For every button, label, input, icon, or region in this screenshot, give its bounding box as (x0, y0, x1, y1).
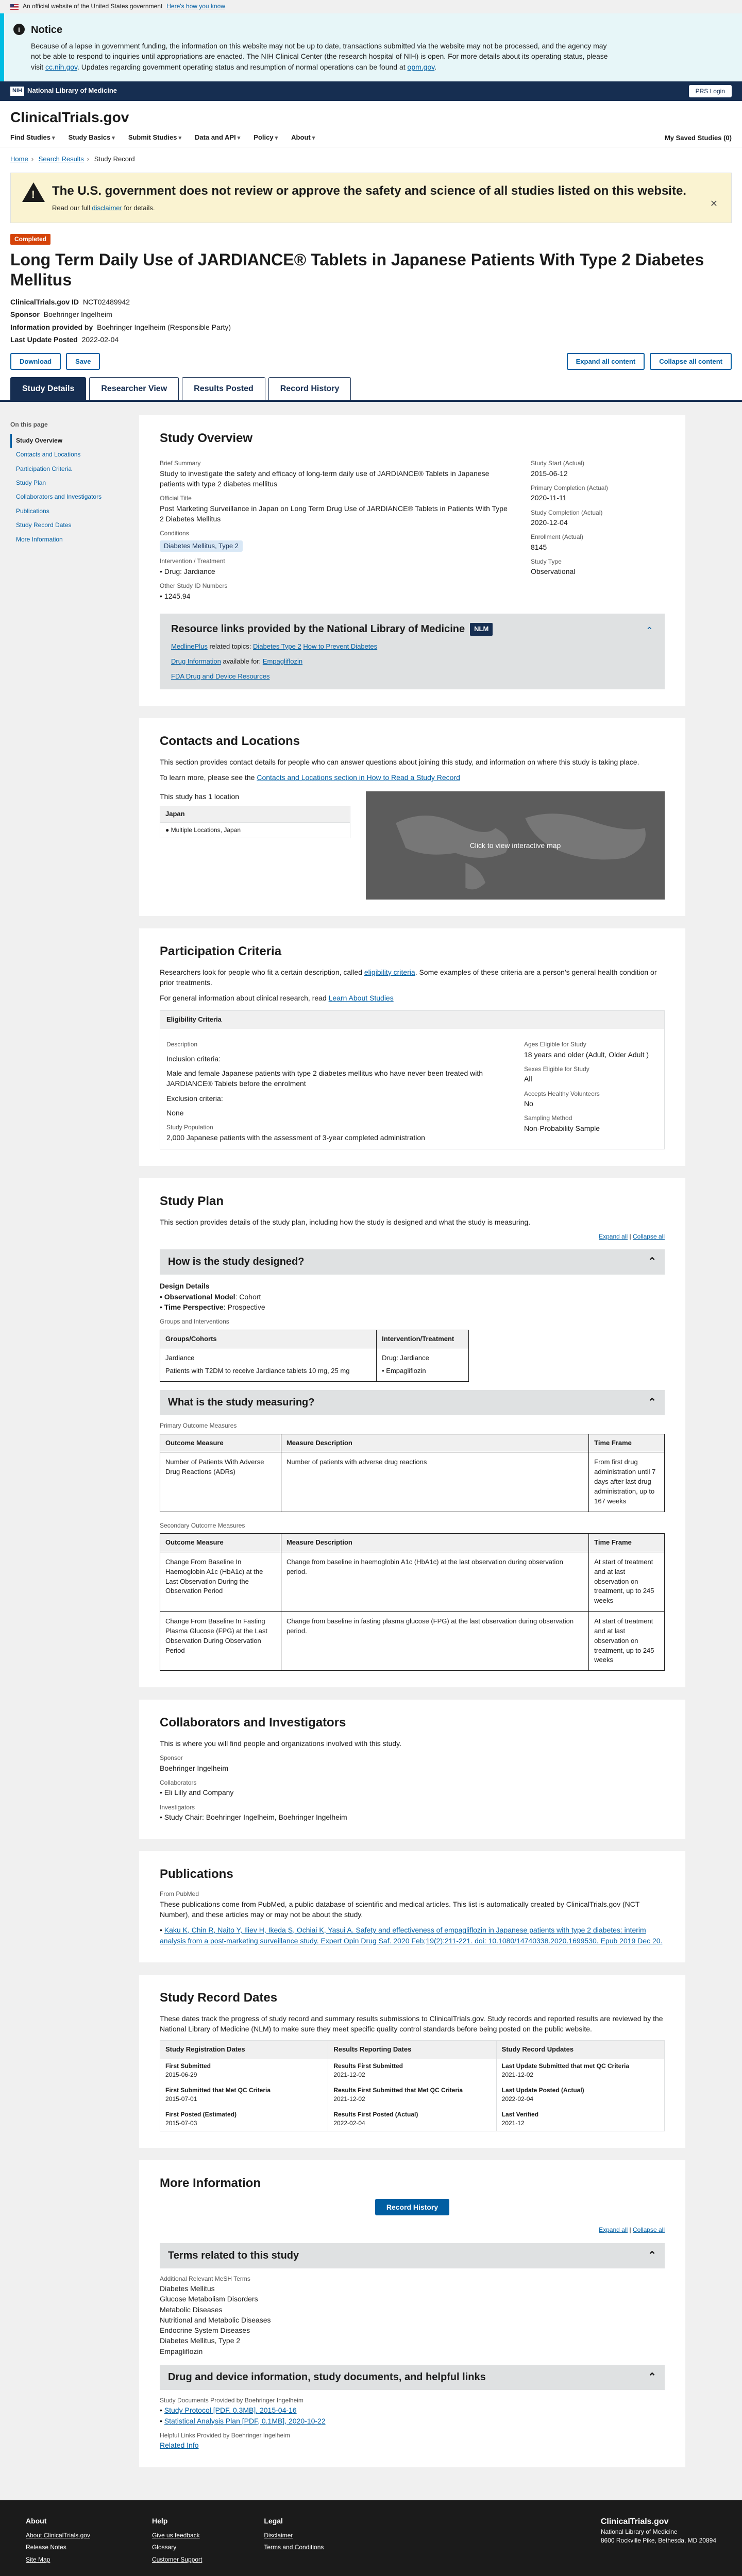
time-perspective-row: • Time Perspective: Prospective (160, 1302, 265, 1311)
inclusion-label: Inclusion criteria: (166, 1054, 221, 1063)
us-flag-icon (10, 4, 19, 10)
nav-find-studies[interactable]: Find Studies ▾ (10, 133, 55, 143)
mesh-term: Metabolic Diseases (160, 2305, 223, 2314)
sap-link[interactable]: Statistical Analysis Plan [PDF, 0.1MB], 2020-10-22 (164, 2416, 326, 2425)
section-title: Publications (160, 1867, 233, 1882)
criteria-desc: Researchers look for people who fit a certain description, called eligibility criteria. Some examples of these criteria are a person's general health condition or prior treatments. (160, 968, 657, 987)
study-header (0, 228, 742, 370)
sexes-label: Sexes Eligible for Study (524, 1065, 589, 1073)
investigator: • Study Chair: Boehringer Ingelheim, Boehringer Ingelheim (160, 1813, 347, 1822)
population-label: Study Population (166, 1124, 213, 1131)
design-details-label: Design Details (160, 1282, 210, 1291)
ages-label: Ages Eligible for Study (524, 1041, 586, 1048)
diabetes-type2-link[interactable]: Diabetes Type 2 (253, 642, 301, 650)
study-completion: 2020-12-04 (531, 518, 568, 527)
learn-about-studies-link[interactable]: Learn About Studies (328, 994, 394, 1003)
footer-link[interactable]: Site Map (26, 2555, 50, 2563)
study-title: Long Term Daily Use of JARDIANCE® Tablets in Japanese Patients With Type 2 Diabetes Mellitus (10, 250, 704, 289)
drug-info-link[interactable]: Drug Information (171, 657, 221, 665)
study-plan-section: Study Plan This section provides details of the study plan, including how the study is designed and what the study is measuring. Expand all | Collapse all How is the study designed? ⌃ Design Details • Observational Model: Cohort • Time Perspective: Prospective Groups and Interventions Groups/Cohorts Intervention/Treatment Jardiance Patients with T2DM to receive Jardiance tablets 10 mg, 25 mg Drug: Jardiance • Empagliflozin What is the study measuring? ⌃ Primary Outcome Measures Outcome Measure Measure Description Time Frame Number of Patients With Adverse Drug Reactions (ADRs) Number of patients with adverse drug reactions From first drug administration until 7 days after last drug administration, up to 167 weeks Secondary Outcome Measures Outcome Measure Measure Description Time Frame Change From Baseline In Haemoglobin A1c (HbA1c) at the Last Observation During the Observation Period Change from baseline in haemoglobin A1c (HbA1c) at the last observation during observation period. At start of treatment and at last observation on treatment, up to 245 weeks Change From Baseline In Fasting Plasma Glucose (FPG) at the Last Observation During Observation Period Change from baseline in fasting plasma glucose (FPG) at the last observation during observation period. At start of treatment and at last observation on treatment, up to 245 weeks (139, 1178, 685, 1687)
nav-data-api[interactable]: Data and API ▾ (195, 133, 240, 143)
enrollment: 8145 (531, 543, 547, 551)
chevron-up-icon: ⌃ (648, 2371, 656, 2383)
info-provided-row: Information provided by Boehringer Ingelheim (Responsible Party) (10, 323, 231, 331)
other-id: • 1245.94 (160, 591, 191, 600)
nih-badge: NIH (10, 87, 24, 96)
intervention-cell: Drug: Jardiance • Empagliflozin (377, 1348, 469, 1382)
ages: 18 years and older (Adult, Older Adult ) (524, 1050, 649, 1059)
footer (0, 2500, 742, 2576)
medlineplus-link[interactable]: MedlinePlus (171, 642, 208, 650)
prs-login-button[interactable]: PRS Login (689, 85, 732, 97)
study-overview-section (139, 415, 685, 706)
status-badge: Completed (10, 234, 50, 245)
study-actions (10, 353, 732, 370)
study-doc: • Study Protocol [PDF, 0.3MB], 2015-04-16 (160, 2406, 297, 2415)
chevron-up-icon: ⌃ (648, 1256, 656, 1268)
study-type: Observational (531, 567, 576, 576)
study-tabs (0, 377, 742, 402)
description-label: Description (166, 1041, 198, 1048)
group-cell: Jardiance Patients with T2DM to receive Jardiance tablets 10 mg, 25 mg (160, 1348, 377, 1382)
medlineplus-row: MedlinePlus related topics: Diabetes Type 2 How to Prevent Diabetes (171, 642, 378, 650)
condition-tag[interactable]: Diabetes Mellitus, Type 2 (160, 540, 243, 552)
nav-about[interactable]: About ▾ (291, 133, 315, 143)
groups-label: Groups and Interventions (160, 1318, 229, 1326)
nlm-name: National Library of Medicine (27, 87, 117, 95)
dates-section (139, 1975, 685, 2148)
last-update-row: Last Update Posted 2022-02-04 (10, 335, 119, 344)
study-type-label: Study Type (531, 558, 562, 565)
toc-item-more-info[interactable]: More Information (16, 535, 63, 543)
collaborators-section (139, 1700, 685, 1839)
breadcrumb-home[interactable]: Home (10, 155, 28, 163)
collab-sponsor: Boehringer Ingelheim (160, 1764, 229, 1772)
inclusion-text: Male and female Japanese patients with type 2 diabetes mellitus who have never been treated with JARDIANCE® Tablets before the enrolment (166, 1069, 483, 1088)
dates-desc: These dates track the progress of study record and summary results submissions to ClinicalTrials.gov. Study records and reported results are reviewed by the National Library of Medicine (NLM) to make sure they meet specific quality control standards before being posted on the public website. (160, 2014, 663, 2033)
official-title-label: Official Title (160, 495, 192, 502)
toc-item-collaborators[interactable]: Collaborators and Investigators (16, 493, 102, 501)
exclusion-label: Exclusion criteria: (166, 1094, 223, 1103)
notice-text: Because of a lapse in government funding, the information on this website may not be up to date, transactions submitted via the website may not be processed, and the agency may not be able to respond to inquiries until appropriations are enacted. The NIH Clinical Center (the research hospital of NIH) is open. For more details about its operating status, please visit cc.nih.gov. Updates regarding government operating status and resumption of normal operations can be found at opm.gov. (31, 42, 608, 71)
funding-notice (0, 13, 742, 81)
nav-study-basics[interactable]: Study Basics ▾ (69, 133, 115, 143)
table-row: Number of Patients With Adverse Drug Reactions (ADRs) Number of patients with adverse drug reactions From first drug administration until 7 days after last drug administration, up to 167 weeks (160, 1452, 665, 1512)
mesh-term: Empagliflozin (160, 2347, 203, 2355)
mesh-term: Diabetes Mellitus, Type 2 (160, 2336, 241, 2345)
nlm-bar (0, 81, 742, 101)
close-icon[interactable]: ✕ (710, 198, 718, 209)
gov-banner-link[interactable]: Here's how you know (166, 3, 225, 10)
nlm-resource-links (160, 614, 665, 690)
nct-id-row: ClinicalTrials.gov ID NCT02489942 (10, 298, 130, 307)
footer-address: ClinicalTrials.gov National Library of Medicine 8600 Rockville Pike, Bethesda, MD 20894 (600, 2517, 716, 2545)
study-start-label: Study Start (Actual) (531, 460, 585, 467)
tab-researcher-view[interactable]: Researcher View (89, 377, 179, 400)
eligibility-link[interactable]: eligibility criteria (364, 968, 415, 976)
mesh-term: Diabetes Mellitus (160, 2284, 215, 2293)
intervention-head: Intervention/Treatment (377, 1330, 469, 1348)
primary-completion-label: Primary Completion (Actual) (531, 484, 609, 492)
main-content (0, 402, 742, 2500)
pubmed-label: From PubMed (160, 1890, 199, 1898)
intervention: • Drug: Jardiance (160, 567, 215, 575)
record-history-button[interactable]: Record History (375, 2199, 449, 2215)
toc-item-dates[interactable]: Study Record Dates (16, 521, 72, 529)
opm-link[interactable]: opm.gov (407, 62, 435, 71)
toc-item-contacts[interactable]: Contacts and Locations (16, 451, 81, 459)
publication-link[interactable]: Kaku K, Chin R, Naito Y, Iliev H, Ikeda S, Ochiai K, Yasui A. Safety and effectiveness of empagliflozin in Japanese patients with type 2 diabetes: interim analysis from a post-marketing surveillance study. Expert Opin Drug Saf. 2020 Feb;19(2):211-221. doi: 10.1080/14740338.2020.1699530. Epub 2019 Dec 20. (160, 1926, 663, 1945)
secondary-outcomes-label: Secondary Outcome Measures (160, 1521, 245, 1529)
footer-link[interactable]: Release Notes (26, 2544, 66, 2551)
location-map[interactable] (366, 791, 665, 900)
drug-info-accordion[interactable]: Drug and device information, study documents, and helpful links ⌃ (160, 2365, 665, 2390)
warning-title: The U.S. government does not review or approve the safety and science of all studies listed on this website. (52, 184, 686, 198)
section-title: Contacts and Locations (160, 734, 300, 749)
sections (139, 415, 685, 2479)
chevron-up-icon[interactable]: ⌃ (645, 625, 653, 636)
secondary-outcomes-table: Outcome Measure Measure Description Time Frame Change From Baseline In Haemoglobin A1c (HbA1c) at the Last Observation During the Observation Period Change from baseline in haemoglobin A1c (HbA1c) at the last observation during observation period. At start of treatment and at last observation on treatment, up to 245 weeks Change From Baseline In Fasting Plasma Glucose (FPG) at the Last Observation During Observation Period Change from baseline in fasting plasma glucose (FPG) at the last observation during observation period. At start of treatment and at last observation on treatment, up to 245 weeks (160, 1533, 665, 1671)
intervention-label: Intervention / Treatment (160, 557, 225, 565)
download-button[interactable]: Download (10, 353, 61, 370)
population: 2,000 Japanese patients with the assessment of 3-year completed administration (166, 1133, 425, 1142)
map-label: Click to view interactive map (469, 841, 561, 850)
info-icon: i (13, 24, 25, 35)
primary-outcomes-table: Outcome Measure Measure Description Time Frame Number of Patients With Adverse Drug Reactions (ADRs) Number of patients with adverse drug reactions From first drug administration until 7 days after last drug administration, up to 167 weeks (160, 1434, 665, 1512)
footer-link[interactable]: Disclaimer (264, 2532, 293, 2539)
disclaimer-warning (10, 173, 732, 223)
obs-model-row: • Observational Model: Cohort (160, 1292, 261, 1301)
location-count: This study has 1 location (160, 792, 240, 801)
section-title: Study Plan (160, 1194, 224, 1208)
table-of-contents (10, 415, 139, 2479)
warning-text: Read our full disclaimer for details. (52, 204, 155, 212)
breadcrumb: Home › Search Results › Study Record (10, 155, 135, 163)
footer-link[interactable]: Customer Support (151, 2555, 203, 2563)
collaborator: • Eli Lilly and Company (160, 1788, 234, 1797)
collab-desc: This is where you will find people and organizations involved with this study. (160, 1739, 401, 1748)
healthy: No (524, 1099, 533, 1108)
helpful-links-label: Helpful Links Provided by Boehringer Ingelheim (160, 2432, 290, 2439)
disclaimer-link[interactable]: disclaimer (92, 204, 122, 212)
terms-accordion[interactable]: Terms related to this study ⌃ (160, 2243, 665, 2268)
study-docs-label: Study Documents Provided by Boehringer Ingelheim (160, 2397, 303, 2404)
nav-submit-studies[interactable]: Submit Studies ▾ (128, 133, 181, 143)
prevent-diabetes-link[interactable]: How to Prevent Diabetes (303, 642, 378, 650)
study-protocol-link[interactable]: Study Protocol [PDF, 0.3MB], 2015-04-16 (164, 2406, 297, 2415)
empagliflozin-link[interactable]: Empagliflozin (262, 657, 303, 665)
table-row: Change From Baseline In Haemoglobin A1c (HbA1c) at the Last Observation During the Observation Period Change from baseline in haemoglobin A1c (HbA1c) at the last observation during observation period. At start of treatment and at last observation on treatment, up to 245 weeks (160, 1552, 665, 1611)
plan-expand-all[interactable]: Expand all (599, 1232, 628, 1240)
location-list (160, 806, 350, 838)
mesh-term: Glucose Metabolism Disorders (160, 2295, 258, 2303)
drug-info-row: Drug Information available for: Empagliflozin (171, 657, 303, 665)
sampling-label: Sampling Method (524, 1114, 572, 1122)
sexes: All (524, 1075, 532, 1083)
publication-item: • Kaku K, Chin R, Naito Y, Iliev H, Ikeda S, Ochiai K, Yasui A. Safety and effectiveness of empagliflozin in Japanese patients with type 2 diabetes: interim analysis from a post-marketing surveillance study. Expert Opin Drug Saf. 2020 Feb;19(2):211-221. doi: 10.1080/14740338.2020.1699530. Epub 2019 Dec 20. (160, 1926, 663, 1945)
brief-summary: Study to investigate the safety and efficacy of long-term daily use of JARDIANCE® Tablets in Japanese patients with type 2 diabetes mellitus (160, 469, 490, 488)
tab-record-history[interactable]: Record History (268, 377, 351, 400)
nlm-logo[interactable] (10, 86, 117, 96)
enrollment-label: Enrollment (Actual) (531, 533, 584, 541)
criteria-section (139, 928, 685, 1166)
exclusion-text: None (166, 1108, 184, 1117)
section-title: Participation Criteria (160, 944, 282, 958)
section-title: Study Overview (160, 431, 253, 446)
plan-desc: This section provides details of the study plan, including how the study is designed and what the study is measuring. (160, 1217, 531, 1226)
fda-resources-link[interactable]: FDA Drug and Device Resources (171, 672, 270, 680)
plan-collapse-all[interactable]: Collapse all (632, 1232, 665, 1240)
dates-table (160, 2040, 665, 2131)
breadcrumb-search[interactable]: Search Results (38, 155, 84, 163)
publications-section (139, 1851, 685, 1962)
site-header (0, 101, 742, 148)
breadcrumb-current: Study Record (94, 155, 135, 163)
study-doc: • Statistical Analysis Plan [PDF, 0.1MB], 2020-10-22 (160, 2416, 326, 2425)
update-dates: Study Record Updates Last Update Submitted that met QC Criteria 2021-12-02 Last Update Posted (Actual) 2022-02-04 Last Verified 2021-12 (497, 2041, 664, 2131)
mesh-term: Nutritional and Metabolic Diseases (160, 2315, 271, 2324)
collab-sponsor-label: Sponsor (160, 1754, 183, 1762)
design-accordion[interactable]: How is the study designed? ⌃ (160, 1249, 665, 1275)
toc-label: On this page (10, 421, 48, 429)
primary-completion: 2020-11-11 (531, 494, 567, 502)
footer-about: About About ClinicalTrials.gov Release Notes Site Map (26, 2516, 90, 2567)
save-button[interactable]: Save (66, 353, 100, 370)
nav-policy[interactable]: Policy ▾ (254, 133, 278, 143)
tab-results-posted[interactable]: Results Posted (182, 377, 265, 400)
gov-banner-text: An official website of the United States government (23, 3, 163, 10)
study-start: 2015-06-12 (531, 469, 568, 478)
chevron-up-icon: ⌃ (648, 2249, 656, 2261)
other-id-label: Other Study ID Numbers (160, 582, 228, 590)
contacts-section (139, 718, 685, 916)
more-info-section: More Information Record History Expand all | Collapse all Terms related to this study ⌃ Additional Relevant MeSH Terms Diabetes Mellitus Glucose Metabolism Disorders Metabolic Diseases Nutritional and Metabolic Diseases Endocrine System Diseases Diabetes Mellitus, Type 2 Empagliflozin Drug and device information, study documents, and helpful links ⌃ Study Documents Provided by Boehringer Ingelheim • Study Protocol [PDF, 0.3MB], 2015-04-16 • Statistical Analysis Plan [PDF, 0.1MB], 2020-10-22 Helpful Links Provided by Boehringer Ingelheim Related Info (139, 2160, 685, 2467)
sponsor-row: Sponsor Boehringer Ingelheim (10, 310, 112, 319)
brief-summary-label: Brief Summary (160, 460, 201, 467)
warning-icon (22, 182, 45, 202)
table-row: Change From Baseline In Fasting Plasma Glucose (FPG) at the Last Observation During Observation Period Change from baseline in fasting plasma glucose (FPG) at the last observation during observation period. At start of treatment and at last observation on treatment, up to 245 weeks (160, 1612, 665, 1671)
gov-banner (0, 0, 742, 13)
official-title: Post Marketing Surveillance in Japan on Long Term Drug Use of JARDIANCE® Tablets in Patients With Type 2 Diabetes Mellitus (160, 504, 508, 523)
results-dates: Results Reporting Dates Results First Submitted 2021-12-02 Results First Submitted that Met QC Criteria 2021-12-02 Results First Posted (Actual) 2022-02-04 (328, 2041, 496, 2131)
footer-link[interactable]: Terms and Conditions (264, 2544, 324, 2551)
conditions-label: Conditions (160, 530, 189, 537)
footer-legal: Legal Disclaimer Terms and Conditions (264, 2516, 324, 2567)
criteria-general: For general information about clinical research, read Learn About Studies (160, 994, 394, 1003)
more-collapse-all[interactable]: Collapse all (632, 2226, 665, 2234)
contacts-learn-link[interactable]: Contacts and Locations section in How to Read a Study Record (257, 773, 460, 782)
registration-dates: Study Registration Dates First Submitted 2015-06-29 First Submitted that Met QC Criteria 2015-07-01 First Posted (Estimated) 2015-07-03 (160, 2041, 328, 2131)
sampling: Non-Probability Sample (524, 1124, 600, 1132)
contacts-desc: This section provides contact details for people who can answer questions about joining this study, and information on where this study is taking place. (160, 758, 639, 767)
section-title: Collaborators and Investigators (160, 1716, 346, 1730)
mesh-term: Endocrine System Diseases (160, 2326, 250, 2335)
collapse-all-button[interactable]: Collapse all content (650, 353, 732, 370)
investigators-label: Investigators (160, 1803, 195, 1811)
cc-link[interactable]: cc.nih.gov (45, 62, 78, 71)
section-title: Study Record Dates (160, 1990, 278, 2005)
resource-title: Resource links provided by the National Library of Medicine NLM (171, 622, 653, 637)
footer-link[interactable]: About ClinicalTrials.gov (26, 2532, 90, 2539)
notice-title: Notice (31, 24, 63, 36)
related-info-link[interactable]: Related Info (160, 2441, 199, 2450)
location-row[interactable]: ● Multiple Locations, Japan (160, 822, 350, 838)
pubs-desc: These publications come from PubMed, a public database of scientific and medical articles. This list is automatically created by ClinicalTrials.gov (NCT Number), and these articles may or may not be about the study. (160, 1900, 640, 1919)
location-country: Japan (160, 806, 350, 822)
nlm-badge: NLM (470, 623, 493, 636)
mesh-label: Additional Relevant MeSH Terms (160, 2275, 250, 2282)
footer-link[interactable]: Give us feedback (151, 2532, 200, 2539)
collaborators-label: Collaborators (160, 1779, 197, 1787)
measure-accordion[interactable]: What is the study measuring? ⌃ (160, 1390, 665, 1415)
expand-all-button[interactable]: Expand all content (567, 353, 645, 370)
site-title[interactable]: ClinicalTrials.gov (10, 109, 129, 125)
section-title: More Information (160, 2176, 261, 2191)
more-expand-all[interactable]: Expand all (599, 2226, 628, 2234)
footer-link[interactable]: Glossary (151, 2544, 177, 2551)
tab-study-details[interactable]: Study Details (10, 377, 86, 400)
footer-help: Help Give us feedback Glossary Customer Support (152, 2516, 202, 2567)
main-nav (10, 133, 732, 147)
eligibility-title: Eligibility Criteria (160, 1011, 664, 1029)
study-completion-label: Study Completion (Actual) (531, 509, 603, 516)
toc-item-overview[interactable]: Study Overview (10, 434, 139, 448)
chevron-up-icon: ⌃ (648, 1397, 656, 1409)
toc-item-plan[interactable]: Study Plan (16, 479, 46, 487)
groups-head: Groups/Cohorts (160, 1330, 377, 1348)
healthy-label: Accepts Healthy Volunteers (524, 1090, 600, 1097)
contacts-learn: To learn more, please see the Contacts and Locations section in How to Read a Study Record (160, 773, 460, 782)
toc-item-criteria[interactable]: Participation Criteria (16, 465, 72, 472)
nav-saved-studies[interactable]: My Saved Studies (0) (664, 133, 732, 142)
eligibility-box (160, 1010, 665, 1149)
groups-table (160, 1330, 469, 1382)
toc-item-publications[interactable]: Publications (16, 507, 49, 515)
primary-outcomes-label: Primary Outcome Measures (160, 1422, 237, 1430)
